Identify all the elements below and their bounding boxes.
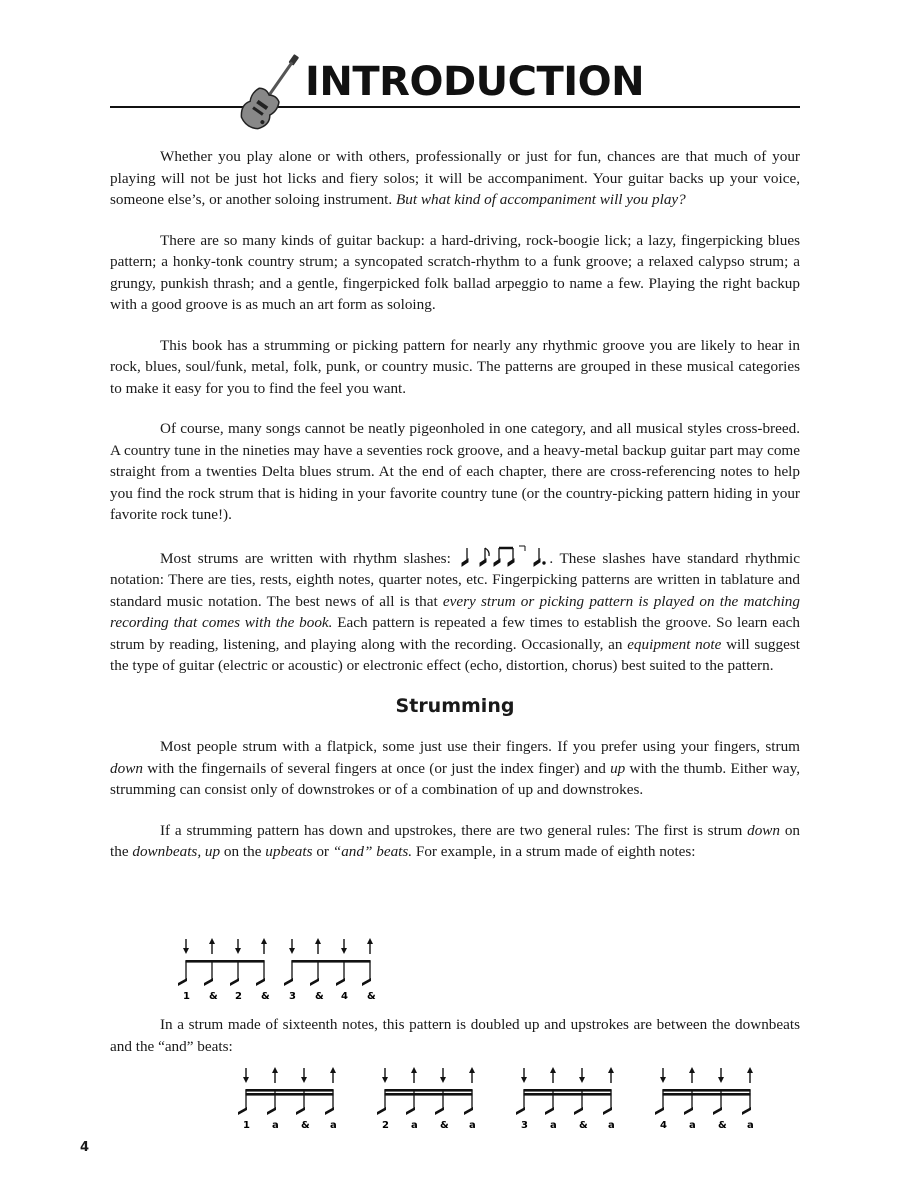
sixteenth-count-label: 4 <box>660 1120 667 1131</box>
sixteenth-beam <box>523 1093 611 1096</box>
page-title: INTRODUCTION <box>305 59 645 105</box>
eighth-beam <box>291 960 370 963</box>
paragraph-3: This book has a strumming or picking pattern for nearly any rhythmic groove you are likely to hear in rock, blues, soul/funk, metal, folk, punk, or country music. The patterns are grouped in these musical categories to make it easy for you to find the feel you want. <box>110 336 800 397</box>
paragraph-7: If a strumming pattern has down and upstrokes, there are two general rules: The first is strum down on the downbeats, up on the upbeats or “and” beats. For example, in a strum made of eighth notes: <box>110 821 801 860</box>
sixteenth-beam <box>384 1093 472 1096</box>
eighth-count-label: 4 <box>341 991 348 1002</box>
sixteenth-beam <box>662 1093 750 1096</box>
sixteenth-count-label: 3 <box>521 1120 528 1131</box>
header-rule <box>110 106 800 108</box>
sixteenth-beam <box>384 1089 472 1092</box>
eighth-count-label: 2 <box>235 991 242 1002</box>
sixteenth-count-label: & <box>718 1120 727 1131</box>
eighth-note-strum-diagram <box>176 935 376 1005</box>
page-header <box>110 40 800 130</box>
paragraph-5: Most strums are written with rhythm slashes: . These slashes have standard rhythmic notation: There are ties, rests, eighth notes, quarter notes, etc. Fingerpicking patterns are written in tablature and standard music notation. The best news of all is that every strum or picking pattern is played on the matching recording that comes with the book. Each pattern is repeated a few times to establish the groove. So learn each strum by reading, listening, and playing along with the recording. Occasionally, an equipment note will suggest the type of guitar (electric or acoustic) or electronic effect (echo, distortion, chorus) best suited to the pattern. <box>110 545 800 677</box>
eighth-count-label: & <box>367 991 376 1002</box>
section-heading: Strumming <box>395 694 515 717</box>
paragraph-6: Most people strum with a flatpick, some just use their fingers. If you prefer using your fingers, strum down with the fingernails of several fingers at once (or just the index finger) and up with the thumb. Either way, strumming can consist only of downstrokes or of a combination of up and downstrokes. <box>110 738 800 798</box>
sixteenth-beam <box>245 1093 333 1096</box>
sixteenth-count-label: a <box>330 1120 337 1131</box>
eighth-count-label: 3 <box>289 991 296 1002</box>
sixteenth-beam <box>245 1089 333 1092</box>
paragraph-4: Of course, many songs cannot be neatly pigeonholed in one category, and all musical styles cross-breed. A country tune in the nineties may have a seventies rock groove, and a heavy-metal backup guitar part may come straight from a twenties Delta blues strum. At the end of each chapter, there are cross-referencing notes to help you find the rock strum that is hiding in your favorite country tune (or the country-picking pattern hiding in your favorite rock tune!). <box>110 420 800 523</box>
sixteenth-count-label: & <box>579 1120 588 1131</box>
paragraph-8: In a strum made of sixteenth notes, this pattern is doubled up and upstrokes are between the downbeats and the “and” beats: <box>110 1016 800 1055</box>
sixteenth-count-label: 2 <box>382 1120 389 1131</box>
sixteenth-beam <box>523 1089 611 1092</box>
eighth-count-label: & <box>315 991 324 1002</box>
sixteenth-count-label: a <box>689 1120 696 1131</box>
sixteenth-count-label: a <box>469 1120 476 1131</box>
sixteenth-note-strum-diagram <box>236 1064 754 1140</box>
eighth-beam <box>185 960 264 963</box>
sixteenth-count-label: a <box>747 1120 754 1131</box>
sixteenth-count-label: & <box>301 1120 310 1131</box>
rhythm-slashes-icon <box>457 545 549 567</box>
sixteenth-count-label: & <box>440 1120 449 1131</box>
sixteenth-beam <box>662 1089 750 1092</box>
sixteenth-count-label: a <box>272 1120 279 1131</box>
eighth-count-label: 1 <box>183 991 190 1002</box>
eighth-count-label: & <box>209 991 218 1002</box>
paragraph-1: Whether you play alone or with others, professionally or just for fun, chances are that much of your playing will not be just hot licks and fiery solos; it will be accompaniment. Your guitar backs up your voice, someone else’s, or another soloing instrument. But what kind of accompaniment will you play? <box>110 148 800 208</box>
sixteenth-count-label: 1 <box>243 1120 250 1131</box>
electric-guitar-icon <box>238 46 306 136</box>
page-number: 4 <box>80 1140 90 1155</box>
eighth-count-label: & <box>261 991 270 1002</box>
sixteenth-count-label: a <box>608 1120 615 1131</box>
body-text <box>110 146 801 1055</box>
paragraph-2: There are so many kinds of guitar backup: a hard-driving, rock-boogie lick; a lazy, fingerpicking blues pattern; a honky-tonk country strum; a syncopated scratch-rhythm to a funk groove; a relaxed calypso strum; a grungy, punkish thrash; and a gentle, fingerpicked folk ballad arpeggio to name a few. Playing the right backup with a good groove is as much an art form as soloing. <box>110 231 800 313</box>
sixteenth-count-label: a <box>411 1120 418 1131</box>
sixteenth-count-label: a <box>550 1120 557 1131</box>
